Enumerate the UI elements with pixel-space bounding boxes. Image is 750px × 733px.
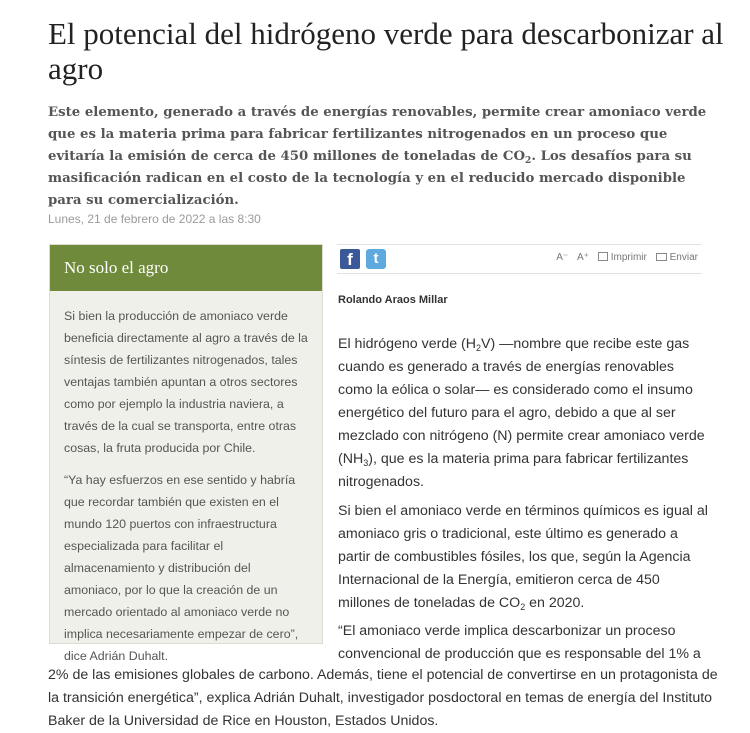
- sidebar-paragraph: Si bien la producción de amoniaco verde beneficia directamente al agro a través de la síntesis de fertilizantes nitrogenados, tales ventajas también apuntan a otros sectores como por ejemplo la industria naviera, a través de la cual se transporta, entre otras cosas, la fruta producida por Chile.: [64, 309, 308, 455]
- facebook-icon[interactable]: f: [340, 249, 360, 269]
- p1-text-b: V) —nombre que recibe este gas cuando es generado a través de energías renovables como la eólica o solar— es considerado como el insumo energético del futuro para el agro, debido a que al ser mezclado con nitrógeno (N) permite crear amoniaco verde (NH: [338, 336, 705, 467]
- body-paragraph-3: “El amoniaco verde implica descarbonizar un proceso convencional de producción que es responsable del 1% a: [338, 623, 701, 662]
- print-label: Imprimir: [610, 252, 647, 263]
- article-tools: [550, 252, 698, 263]
- print-button[interactable]: [598, 252, 647, 263]
- sidebar-quote: “Ya hay esfuerzos en ese sentido y habría que recordar también que existen en el mundo 120 puertos con infraestructura especializada para facilitar el almacenamiento y distribución del amoniaco, por lo que la creación de un mercado orientado al amoniaco verde no implica necesariamente empezar de cero”, dice Adrián Duhalt.: [64, 473, 299, 663]
- lead-text-1: Este elemento, generado a través de energías renovables, permite crear amoniaco verde que es la materia prima para fabricar fertilizantes nitrogenados en un proceso que evitaría la emisión de cerca de 450 millones de toneladas de CO: [48, 105, 707, 164]
- article-lead: [48, 102, 718, 212]
- p2-text-a: Si bien el amoniaco verde en términos químicos es igual al amoniaco gris o tradicional, este último es generado a partir de combustibles fósiles, los que, según la Agencia Internacional de la Energía, emitieron cerca de 450 millones de toneladas de CO: [338, 503, 708, 611]
- share-toolbar: [337, 244, 702, 274]
- body-paragraph-2: [338, 500, 710, 615]
- font-decrease-button[interactable]: A⁻: [556, 252, 569, 263]
- p1-text-c: ), que es la materia prima para fabricar fertilizantes nitrogenados.: [338, 451, 689, 490]
- printer-icon: [598, 252, 608, 261]
- font-increase-button[interactable]: A⁺: [577, 252, 589, 263]
- p1-subscript-2: 3: [363, 458, 369, 468]
- p2-subscript: 2: [520, 602, 526, 612]
- p1-subscript-1: 2: [476, 343, 482, 353]
- send-button[interactable]: [656, 252, 698, 263]
- send-label: Enviar: [669, 252, 698, 263]
- body-paragraph-1: [338, 333, 710, 494]
- sidebar-title: No solo el agro: [50, 245, 322, 291]
- twitter-icon[interactable]: t: [366, 249, 386, 269]
- sidebar-body: [50, 291, 322, 667]
- lead-subscript: 2: [525, 156, 532, 166]
- article-title: El potencial del hidrógeno verde para descarbonizar al agro: [48, 16, 724, 86]
- sidebar-box: [49, 244, 323, 663]
- body-paragraph-4: 2% de las emisiones globales de carbono. Además, tiene el potencial de convertirse en un protagonista de la transición energética”, explica Adrián Duhalt, investigador posdoctoral en temas de energía del Instituto Baker de la Universidad de Rice en Houston, Estados Unidos.: [48, 667, 718, 729]
- p1-text-a: El hidrógeno verde (H: [338, 336, 477, 352]
- p2-text-b: en 2020.: [525, 595, 585, 611]
- publish-date: Lunes, 21 de febrero de 2022 a las 8:30: [48, 212, 261, 226]
- author-name: Rolando Araos Millar: [338, 294, 448, 306]
- lead-text-2: . Los desafíos para su masificación radican en el costo de la tecnología y en el reducido mercado disponible para su comercialización.: [48, 149, 692, 208]
- envelope-icon: [656, 253, 667, 261]
